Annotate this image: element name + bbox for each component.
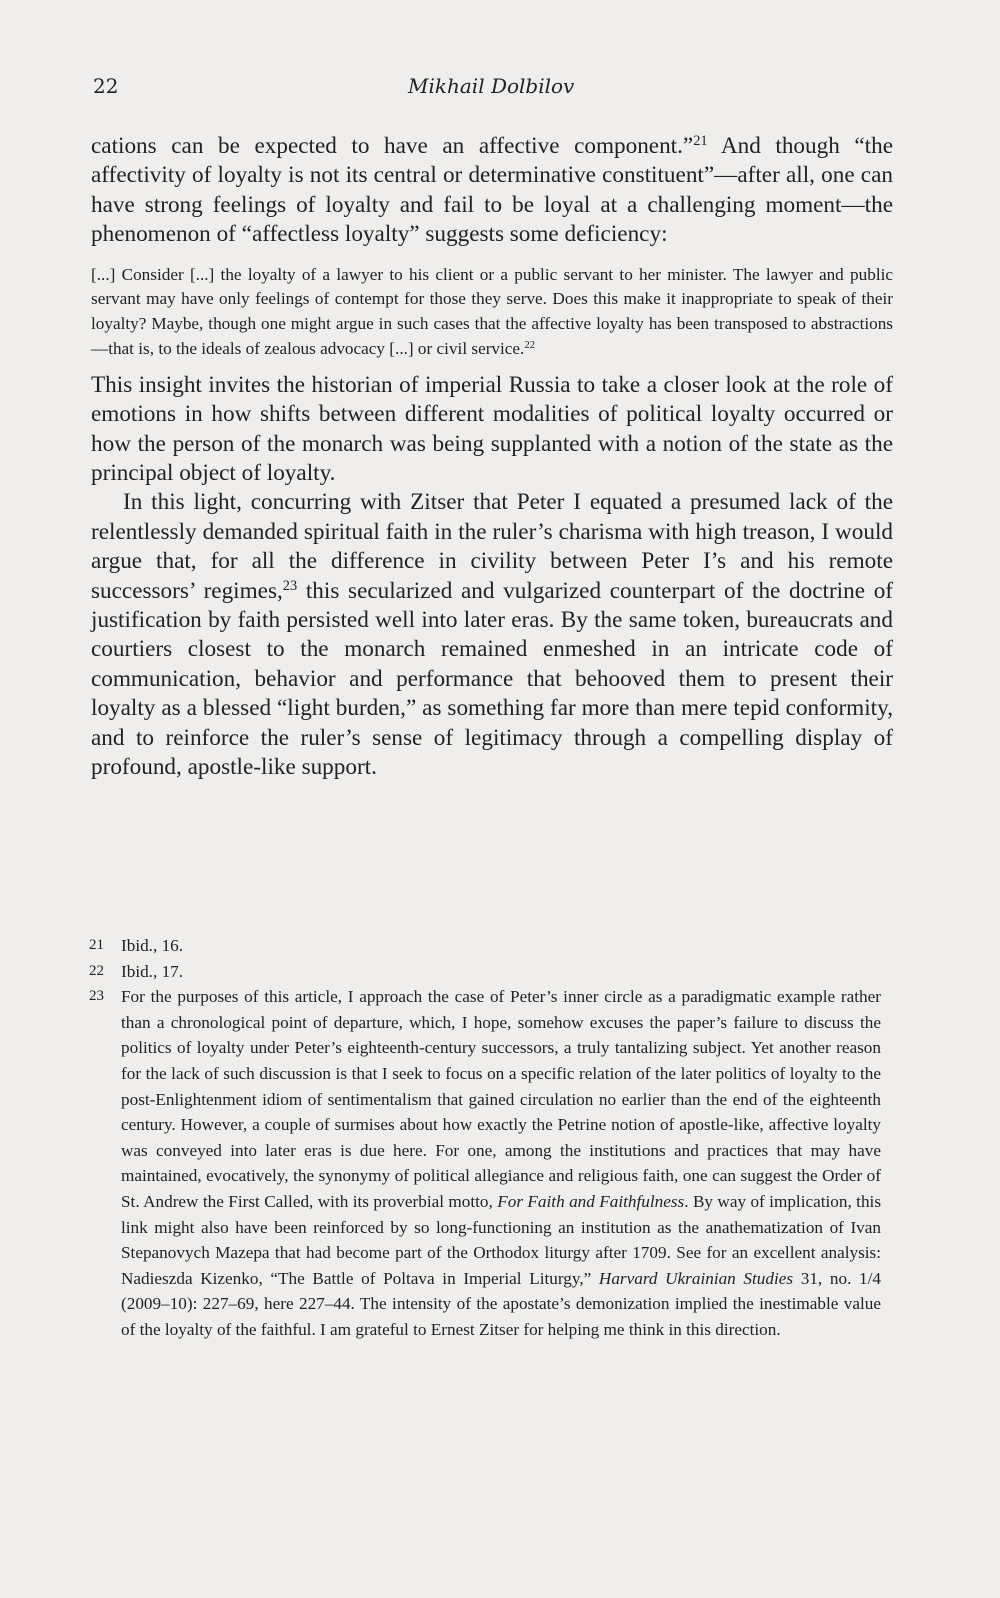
page-number: 22 (93, 74, 119, 98)
footnote-22 (89, 959, 881, 985)
paragraph-3-text-b: this secularized and vulgarized counterpart of the doctrine of justification by faith persisted well into later eras. By the same token, bureaucrats and courtiers closest to the monarch remained enmeshed in an intricate code of communication, behavior and performance that behooved them to present their loyalty as a blessed “light burden,” as something far more than mere tepid conformity, and to reinforce the ruler’s sense of legitimacy through a compelling display of profound, apostle-like support. (91, 577, 894, 781)
footnote-23-text (121, 984, 881, 1342)
footnote-23-text-c: 31, no. 1/4 (2009–10): 227–69, here 227–44. The intensity of the apostate’s demonization implied the inestimable value of the loyalty of the faithful. I am grateful to Ernest Zitser for helping me think in this direction. (121, 1268, 881, 1339)
footnote-23-text-b: . By way of implication, this link might also have been reinforced by so long-functioning an institution as the anathematization of Ivan Stepanovych Mazepa that had become part of the Orthodox liturgy after 1709. See for an excellent analysis: Nadieszda Kizenko, “The Battle of Poltava in Imperial Liturgy,” (121, 1191, 882, 1288)
footnote-21 (89, 933, 881, 959)
footnote-23-number: 23 (89, 988, 104, 1005)
paragraph-3 (91, 488, 893, 782)
paragraph-1-text-a: cations can be expected to have an affective component.” (91, 133, 694, 159)
footnote-ref-22: 22 (524, 340, 536, 352)
footnote-ref-21: 21 (693, 133, 708, 150)
footnote-21-number: 21 (89, 937, 104, 953)
footnote-21-text: Ibid., 16. (121, 936, 184, 955)
block-quote (91, 263, 893, 362)
paragraph-1 (91, 132, 893, 250)
footnote-23-motto: For Faith and Faithfulness (497, 1191, 685, 1211)
paragraph-2: This insight invites the historian of imperial Russia to take a closer look at the role of emotions in how shifts between different modalities of political loyalty occurred or how the person of the monarch was being supplanted with a notion of the state as the principal object of loyalty. (91, 371, 893, 487)
footnote-23-journal: Harvard Ukrainian Studies (598, 1268, 794, 1288)
footnote-23 (89, 984, 881, 1342)
running-head-author: Mikhail Dolbilov (408, 74, 575, 98)
paragraph-3-text-a: In this light, concurring with Zitser that Peter I equated a presumed lack of the relentlessly demanded spiritual faith in the ruler’s charisma with high treason, I would argue that, for all the difference in civility between Peter I’s and his remote successors’ regimes, (91, 489, 893, 604)
main-text (91, 132, 893, 783)
footnotes (89, 933, 881, 1343)
footnote-ref-23: 23 (282, 577, 298, 594)
footnote-22-number: 22 (89, 962, 104, 979)
paragraph-1-text-b: And though “the affectivity of loyalty is not its central or determinative constituent”—after all, one can have strong feelings of loyalty and fail to be loyal at a challenging moment—the phenomenon of “affectless loyalty” suggests some deficiency: (91, 133, 893, 248)
block-quote-text: [...] Consider [...] the loyalty of a lawyer to his client or a public servant to her minister. The lawyer and public servant may have only feelings of contempt for those they serve. Does this make it inappropriate to speak of their loyalty? Maybe, though one might argue in such cases that the affective loyalty has been transposed to abstractions—that is, to the ideals of zealous advocacy [...] or civil service. (91, 264, 893, 359)
footnote-22-text: Ibid., 17. (121, 961, 184, 981)
footnote-23-text-a: For the purposes of this article, I approach the case of Peter’s inner circle as a paradigmatic example rather than a chronological point of departure, which, I hope, somehow excuses the paper’s failure to discuss the politics of loyalty under Peter’s eighteenth-century successors, a truly tantalizing subject. Yet another reason for the lack of such discussion is that I seek to focus on a specific relation of the later politics of loyalty to the post-Enlightenment idiom of sentimentalism that gained circulation no earlier than the end of the eighteenth century. However, a couple of surmises about how exactly the Petrine notion of apostle-like, affective loyalty was conveyed into later eras is due here. For one, among the institutions and practices that may have maintained, evocatively, the synonymy of political allegiance and religious faith, one can suggest the Order of St. Andrew the First Called, with its proverbial motto, (121, 987, 881, 1211)
